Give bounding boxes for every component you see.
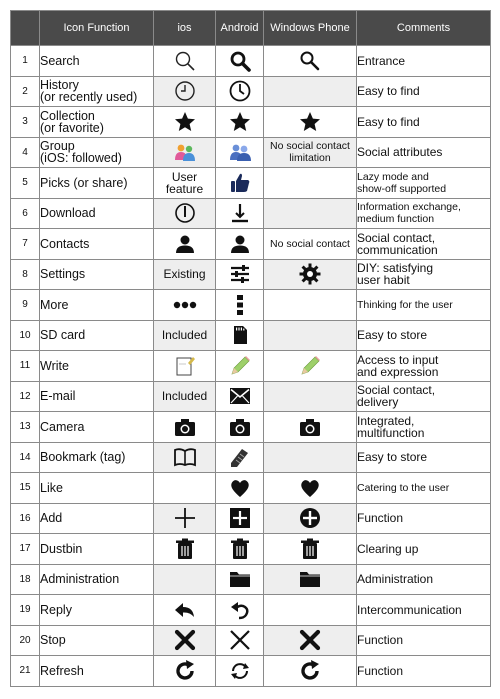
- search-bold-icon: [228, 49, 252, 73]
- row-number: 13: [11, 412, 40, 443]
- camera-icon: [228, 415, 252, 439]
- icon-comparison-table: [10, 10, 491, 687]
- row-9-wp-cell: [264, 290, 357, 321]
- row-17-function-cell: [40, 534, 154, 565]
- row-5-wp-cell: [264, 168, 357, 199]
- function-text-line2: (iOS: followed): [40, 151, 122, 166]
- header-windows-phone: Windows Phone: [264, 11, 357, 46]
- function-text: Refresh: [40, 663, 84, 678]
- row-number: 19: [11, 595, 40, 626]
- row-20-function-cell: [40, 625, 154, 656]
- gear-icon: [298, 262, 322, 286]
- row-number: 1: [11, 46, 40, 77]
- row-number: 4: [11, 137, 40, 168]
- table-row: [11, 320, 491, 351]
- trash-icon: [298, 537, 322, 561]
- comment-text: Catering to the user: [357, 481, 450, 494]
- function-text: Write: [40, 358, 69, 373]
- table-row: [11, 46, 491, 77]
- row-10-function-cell: [40, 320, 154, 351]
- row-19-ios-cell: [154, 595, 216, 626]
- row-9-android-cell: [216, 290, 264, 321]
- row-number: 14: [11, 442, 40, 473]
- row-17-ios-cell: [154, 534, 216, 565]
- header-row: [11, 11, 491, 46]
- row-2-ios-cell: [154, 76, 216, 107]
- comment-text: Function: [357, 663, 404, 678]
- row-number: 5: [11, 168, 40, 199]
- comment-text: Information exchange,: [357, 201, 461, 214]
- row-20-ios-cell: [154, 625, 216, 656]
- row-5-android-cell: [216, 168, 264, 199]
- header-function: Icon Function: [40, 11, 154, 46]
- comment-text-line2: multifunction: [357, 425, 425, 440]
- ios-text: Included: [161, 328, 208, 343]
- folder-icon: [228, 567, 252, 591]
- row-8-comment-cell: [357, 259, 491, 290]
- row-1-comment-cell: [357, 46, 491, 77]
- function-text: Dustbin: [40, 541, 83, 556]
- row-number: 12: [11, 381, 40, 412]
- person-icon: [228, 232, 252, 256]
- sliders-icon: [228, 262, 252, 286]
- table-row: [11, 412, 491, 443]
- row-1-wp-cell: [264, 46, 357, 77]
- row-3-function-cell: [40, 107, 154, 138]
- function-text: Collection: [40, 108, 95, 123]
- row-18-ios-cell: [154, 564, 216, 595]
- comment-text: Access to input: [357, 352, 439, 367]
- plus-box-icon: [228, 506, 252, 530]
- function-text: Add: [40, 511, 63, 526]
- refresh-icon: [173, 659, 197, 683]
- clock-outline-icon: [173, 79, 197, 103]
- comment-text: Easy to store: [357, 328, 428, 343]
- comment-text: DIY: satisfying: [357, 261, 434, 276]
- row-15-wp-cell: [264, 473, 357, 504]
- comment-text: Easy to store: [357, 450, 428, 465]
- row-12-function-cell: [40, 381, 154, 412]
- table-row: [11, 351, 491, 382]
- thumbs-up-icon: [228, 171, 252, 195]
- function-text: Download: [40, 206, 96, 221]
- row-20-comment-cell: [357, 625, 491, 656]
- row-21-ios-cell: [154, 656, 216, 687]
- function-text: Picks (or share): [40, 175, 128, 190]
- table-row: [11, 564, 491, 595]
- row-18-function-cell: [40, 564, 154, 595]
- row-6-wp-cell: [264, 198, 357, 229]
- row-21-comment-cell: [357, 656, 491, 687]
- function-text: Like: [40, 480, 63, 495]
- row-17-android-cell: [216, 534, 264, 565]
- note-edit-icon: [173, 354, 197, 378]
- folder-icon: [298, 567, 322, 591]
- x-thin-icon: [228, 628, 252, 652]
- star-icon: [298, 110, 322, 134]
- row-11-function-cell: [40, 351, 154, 382]
- comment-text: Intercommunication: [357, 602, 462, 617]
- table-row: [11, 503, 491, 534]
- book-open-icon: [173, 445, 197, 469]
- row-1-ios-cell: [154, 46, 216, 77]
- refresh-icon: [298, 659, 322, 683]
- row-number: 2: [11, 76, 40, 107]
- row-11-comment-cell: [357, 351, 491, 382]
- row-number: 17: [11, 534, 40, 565]
- download-icon: [228, 201, 252, 225]
- comment-text: Easy to find: [357, 84, 420, 99]
- person-icon: [173, 232, 197, 256]
- function-text: Group: [40, 139, 75, 154]
- comment-text: Social attributes: [357, 145, 443, 160]
- row-21-wp-cell: [264, 656, 357, 687]
- row-17-wp-cell: [264, 534, 357, 565]
- row-9-function-cell: [40, 290, 154, 321]
- function-text: SD card: [40, 328, 86, 343]
- row-19-wp-cell: [264, 595, 357, 626]
- search-icon: [298, 49, 322, 73]
- comment-text: Social contact,: [357, 230, 436, 245]
- table-row: [11, 656, 491, 687]
- row-8-wp-cell: [264, 259, 357, 290]
- row-4-comment-cell: [357, 137, 491, 168]
- comment-text: Function: [357, 633, 404, 648]
- row-14-wp-cell: [264, 442, 357, 473]
- row-21-android-cell: [216, 656, 264, 687]
- comment-text-line2: and expression: [357, 364, 439, 379]
- row-11-android-cell: [216, 351, 264, 382]
- comment-text: Lazy mode and: [357, 170, 429, 183]
- function-text: Reply: [40, 602, 72, 617]
- table-row: [11, 198, 491, 229]
- row-13-wp-cell: [264, 412, 357, 443]
- row-6-ios-cell: [154, 198, 216, 229]
- table-row: [11, 107, 491, 138]
- row-1-function-cell: [40, 46, 154, 77]
- table-row: [11, 381, 491, 412]
- row-16-android-cell: [216, 503, 264, 534]
- comment-text: Social contact,: [357, 383, 436, 398]
- row-3-comment-cell: [357, 107, 491, 138]
- ios-text: Existing: [163, 267, 206, 282]
- wp-text: No social contact: [270, 237, 350, 250]
- function-text: Administration: [40, 572, 120, 587]
- table-row: [11, 534, 491, 565]
- undo-icon: [228, 598, 252, 622]
- row-13-android-cell: [216, 412, 264, 443]
- row-number: 15: [11, 473, 40, 504]
- row-11-wp-cell: [264, 351, 357, 382]
- row-2-wp-cell: [264, 76, 357, 107]
- table-row: [11, 442, 491, 473]
- row-10-android-cell: [216, 320, 264, 351]
- row-6-function-cell: [40, 198, 154, 229]
- row-number: 18: [11, 564, 40, 595]
- row-16-wp-cell: [264, 503, 357, 534]
- ios-text: Included: [161, 389, 208, 404]
- row-13-comment-cell: [357, 412, 491, 443]
- function-text: E-mail: [40, 389, 76, 404]
- row-18-comment-cell: [357, 564, 491, 595]
- row-2-comment-cell: [357, 76, 491, 107]
- plus-circle-icon: [298, 506, 322, 530]
- row-16-comment-cell: [357, 503, 491, 534]
- row-19-function-cell: [40, 595, 154, 626]
- function-text: Search: [40, 53, 80, 68]
- row-number: 7: [11, 229, 40, 260]
- mail-icon: [228, 384, 252, 408]
- row-20-android-cell: [216, 625, 264, 656]
- dots-horizontal-icon: [173, 293, 197, 317]
- row-5-function-cell: [40, 168, 154, 199]
- row-15-android-cell: [216, 473, 264, 504]
- row-7-function-cell: [40, 229, 154, 260]
- row-4-ios-cell: [154, 137, 216, 168]
- row-number: 3: [11, 107, 40, 138]
- row-5-comment-cell: [357, 168, 491, 199]
- row-6-android-cell: [216, 198, 264, 229]
- row-14-android-cell: [216, 442, 264, 473]
- camera-icon: [173, 415, 197, 439]
- row-16-ios-cell: [154, 503, 216, 534]
- row-number: 21: [11, 656, 40, 687]
- table-row: [11, 595, 491, 626]
- heart-icon: [228, 476, 252, 500]
- table-row: [11, 625, 491, 656]
- camera-icon: [298, 415, 322, 439]
- row-14-ios-cell: [154, 442, 216, 473]
- comment-text-line2: user habit: [357, 273, 410, 288]
- row-7-comment-cell: [357, 229, 491, 260]
- row-21-function-cell: [40, 656, 154, 687]
- row-4-android-cell: [216, 137, 264, 168]
- row-number: 8: [11, 259, 40, 290]
- search-outline-icon: [173, 49, 197, 73]
- group-color-icon: [173, 140, 197, 164]
- row-18-wp-cell: [264, 564, 357, 595]
- row-12-android-cell: [216, 381, 264, 412]
- row-number: 20: [11, 625, 40, 656]
- row-9-ios-cell: [154, 290, 216, 321]
- x-bold-icon: [298, 628, 322, 652]
- comment-text-line2: delivery: [357, 395, 399, 410]
- star-icon: [173, 110, 197, 134]
- pencil-icon: [228, 354, 252, 378]
- function-text: More: [40, 297, 69, 312]
- row-16-function-cell: [40, 503, 154, 534]
- function-text: Stop: [40, 633, 66, 648]
- row-number: 9: [11, 290, 40, 321]
- row-3-wp-cell: [264, 107, 357, 138]
- row-18-android-cell: [216, 564, 264, 595]
- function-text: Bookmark (tag): [40, 450, 126, 465]
- row-number: 6: [11, 198, 40, 229]
- wp-text: No social contact limitation: [270, 140, 350, 165]
- row-12-wp-cell: [264, 381, 357, 412]
- row-13-function-cell: [40, 412, 154, 443]
- comment-text: Administration: [357, 572, 434, 587]
- function-text-line2: (or favorite): [40, 120, 104, 135]
- table-row: [11, 229, 491, 260]
- ios-text: User feature: [165, 169, 204, 196]
- trash-icon: [228, 537, 252, 561]
- row-3-ios-cell: [154, 107, 216, 138]
- row-15-ios-cell: [154, 473, 216, 504]
- row-7-android-cell: [216, 229, 264, 260]
- row-14-comment-cell: [357, 442, 491, 473]
- row-13-ios-cell: [154, 412, 216, 443]
- comment-text: Integrated,: [357, 413, 415, 428]
- row-10-wp-cell: [264, 320, 357, 351]
- header-num: [11, 11, 40, 46]
- row-9-comment-cell: [357, 290, 491, 321]
- row-2-android-cell: [216, 76, 264, 107]
- row-20-wp-cell: [264, 625, 357, 656]
- row-8-android-cell: [216, 259, 264, 290]
- group-blue-icon: [228, 140, 252, 164]
- row-15-function-cell: [40, 473, 154, 504]
- sd-card-icon: [228, 323, 252, 347]
- table-row: [11, 168, 491, 199]
- row-8-function-cell: [40, 259, 154, 290]
- table-row: [11, 259, 491, 290]
- table-row: [11, 473, 491, 504]
- download-circle-icon: [173, 201, 197, 225]
- star-icon: [228, 110, 252, 134]
- plus-icon: [173, 506, 197, 530]
- row-19-comment-cell: [357, 595, 491, 626]
- row-3-android-cell: [216, 107, 264, 138]
- function-text: Settings: [40, 267, 86, 282]
- comment-text-line2: show-off supported: [357, 182, 447, 195]
- header-android: Android: [216, 11, 264, 46]
- row-12-ios-cell: [154, 381, 216, 412]
- row-15-comment-cell: [357, 473, 491, 504]
- trash-icon: [173, 537, 197, 561]
- row-10-comment-cell: [357, 320, 491, 351]
- row-10-ios-cell: [154, 320, 216, 351]
- dots-vertical-icon: [228, 293, 252, 317]
- row-7-ios-cell: [154, 229, 216, 260]
- heart-icon: [298, 476, 322, 500]
- row-6-comment-cell: [357, 198, 491, 229]
- function-text-line2: (or recently used): [40, 90, 138, 105]
- row-12-comment-cell: [357, 381, 491, 412]
- clock-icon: [228, 79, 252, 103]
- row-number: 16: [11, 503, 40, 534]
- header-comments: Comments: [357, 11, 491, 46]
- table-row: [11, 290, 491, 321]
- function-text: Contacts: [40, 236, 90, 251]
- row-11-ios-cell: [154, 351, 216, 382]
- row-14-function-cell: [40, 442, 154, 473]
- function-text: Camera: [40, 419, 85, 434]
- comment-text-line2: communication: [357, 242, 438, 257]
- comment-text: Function: [357, 511, 404, 526]
- row-number: 10: [11, 320, 40, 351]
- reply-icon: [173, 598, 197, 622]
- row-17-comment-cell: [357, 534, 491, 565]
- row-4-function-cell: [40, 137, 154, 168]
- comment-text: Thinking for the user: [357, 298, 453, 311]
- row-2-function-cell: [40, 76, 154, 107]
- pencil-icon: [298, 354, 322, 378]
- table-row: [11, 137, 491, 168]
- row-4-wp-cell: [264, 137, 357, 168]
- row-19-android-cell: [216, 595, 264, 626]
- row-number: 11: [11, 351, 40, 382]
- comment-text-line2: medium function: [357, 213, 435, 226]
- x-bold-icon: [173, 628, 197, 652]
- row-1-android-cell: [216, 46, 264, 77]
- comment-text: Entrance: [357, 53, 406, 68]
- refresh-outline-icon: [228, 659, 252, 683]
- row-7-wp-cell: [264, 229, 357, 260]
- row-5-ios-cell: [154, 168, 216, 199]
- row-8-ios-cell: [154, 259, 216, 290]
- tag-pencil-icon: [228, 445, 252, 469]
- header-ios: ios: [154, 11, 216, 46]
- table-row: [11, 76, 491, 107]
- comment-text: Clearing up: [357, 541, 419, 556]
- comment-text: Easy to find: [357, 114, 420, 129]
- function-text: History: [40, 78, 79, 93]
